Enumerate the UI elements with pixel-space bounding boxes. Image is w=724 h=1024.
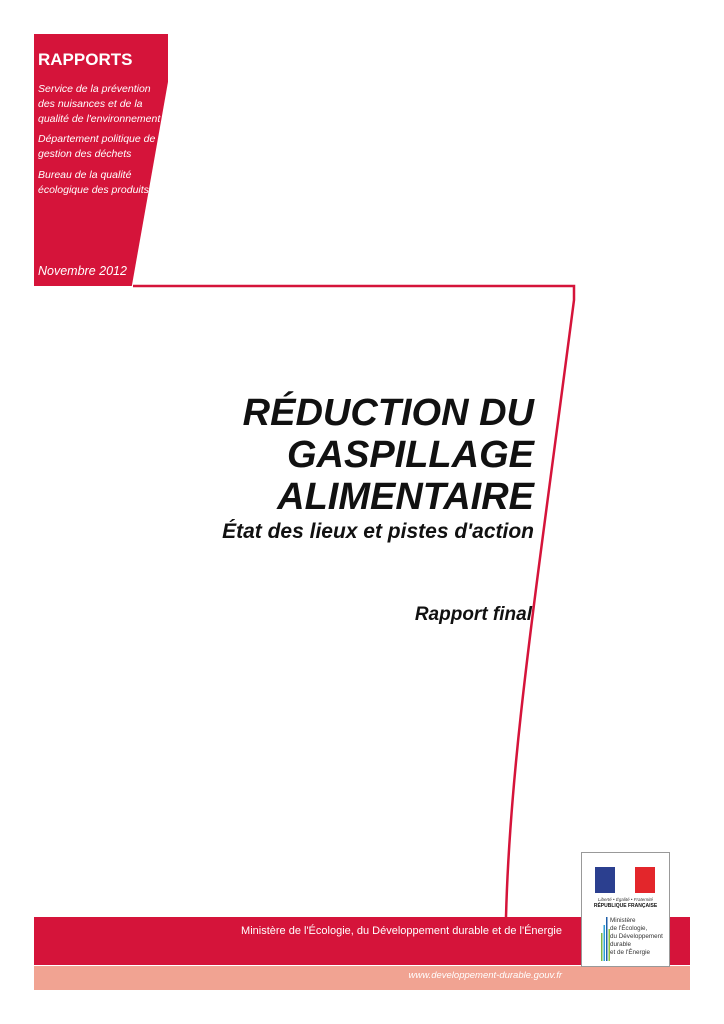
marianne-flag-icon — [595, 867, 655, 893]
republique-text: RÉPUBLIQUE FRANÇAISE — [593, 903, 658, 909]
bureau-text: Bureau de la qualité écologique des produits — [38, 169, 149, 196]
ministry-name: Ministère de l'Écologie, du Développement durable et de l'Énergie — [241, 925, 562, 937]
main-title — [243, 392, 534, 518]
website-link[interactable]: www.developpement-durable.gouv.fr — [408, 970, 562, 981]
rapports-heading: RAPPORTS — [38, 50, 133, 69]
motto-text: Liberté • Égalité • Fraternité — [598, 897, 653, 902]
ministry-logo-text: Ministère de l'Écologie, du Développement durable et de l'Énergie — [610, 917, 663, 956]
title-line-1: RÉDUCTION DU — [242, 392, 534, 434]
subtitle: État des lieux et pistes d'action — [222, 520, 534, 543]
department-text: Département politique de gestion des déchets — [38, 133, 156, 160]
url-band — [34, 966, 690, 990]
report-type: Rapport final — [414, 604, 532, 625]
republique-francaise-logo — [581, 852, 670, 967]
service-text: Service de la prévention des nuisances et de la qualité de l'environnement — [38, 83, 161, 125]
title-line-3: ALIMENTAIRE — [277, 476, 534, 518]
publication-date: Novembre 2012 — [38, 264, 127, 278]
title-line-2: GASPILLAGE — [286, 434, 534, 476]
